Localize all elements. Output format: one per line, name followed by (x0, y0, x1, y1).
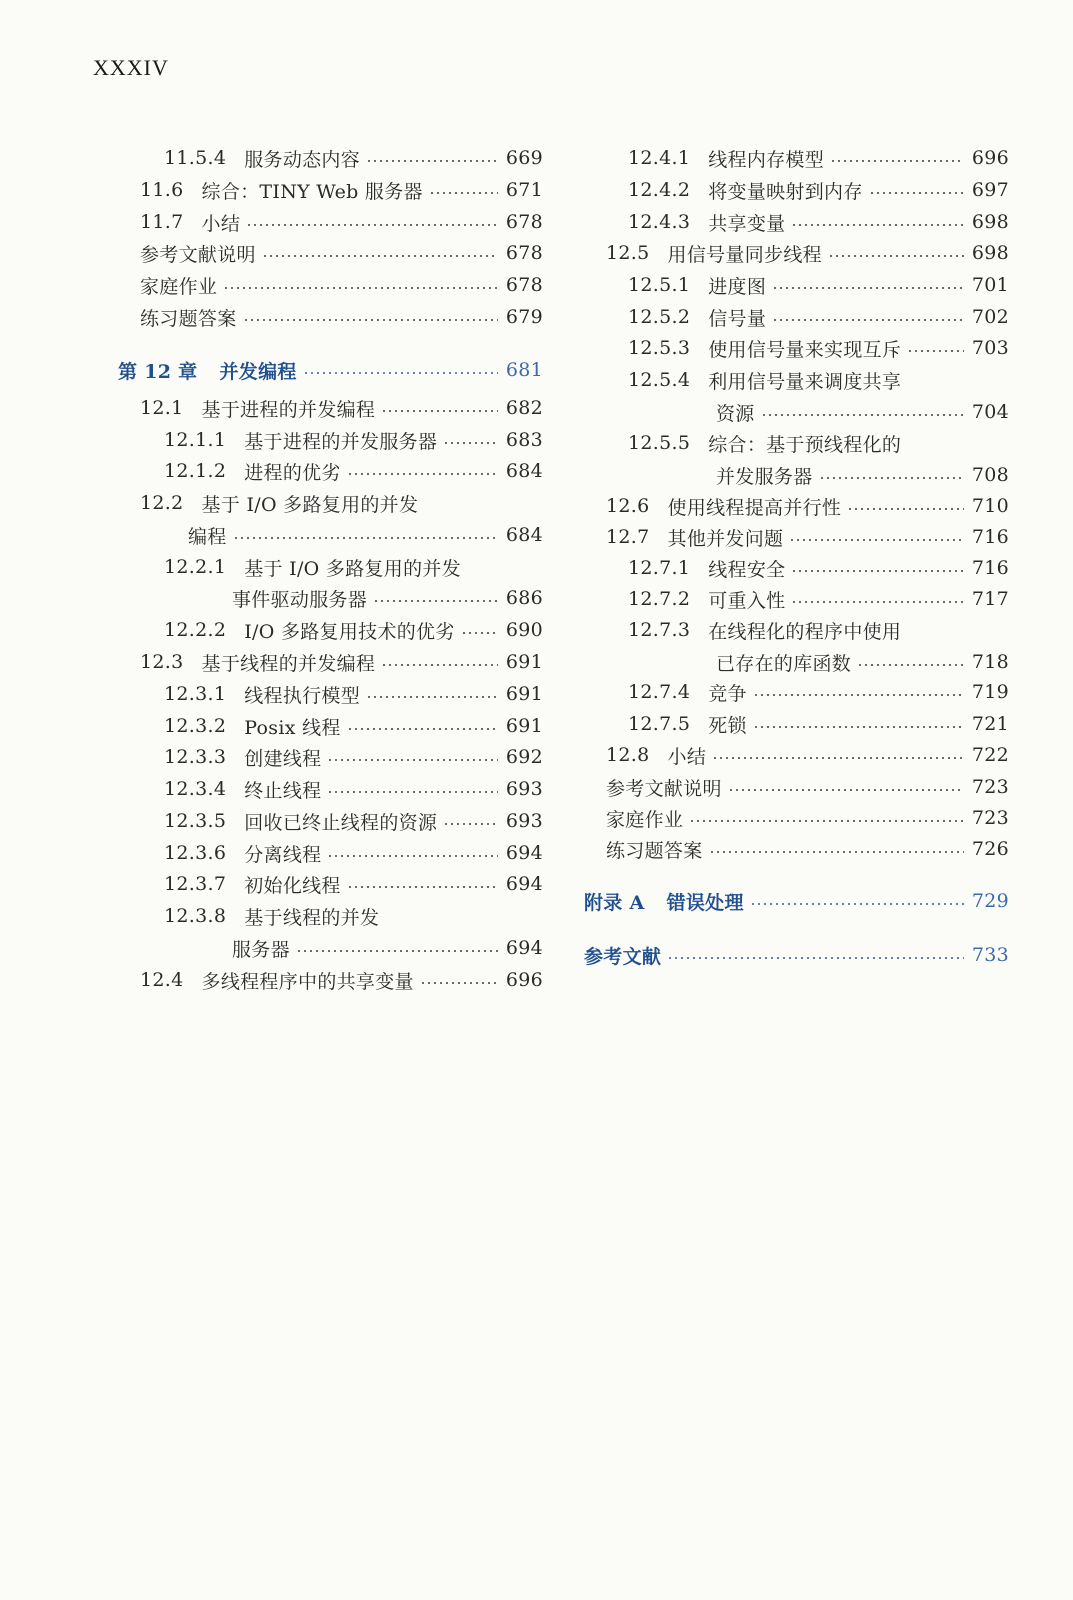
toc-entry-title: 练习题答案 (606, 839, 703, 862)
toc-entry-title: I/O 多路复用技术的优劣 (244, 620, 455, 643)
toc-entry-title: 竞争 (708, 682, 747, 705)
toc-entry-title: 在线程化的程序中使用 (708, 620, 902, 643)
toc-page-number: 691 (505, 715, 543, 737)
dot-leader (712, 757, 964, 759)
toc-entry-title: 多线程程序中的共享变量 (201, 970, 414, 993)
toc-page-number: 703 (971, 337, 1009, 359)
toc-entry-title: 基于进程的并发编程 (201, 398, 376, 421)
toc-entry (628, 553, 1009, 583)
toc-section-number: 12.3 (140, 651, 184, 673)
toc-entry (140, 302, 543, 332)
toc-page-number: 684 (505, 524, 543, 546)
toc-entry (140, 488, 543, 518)
toc-entry (140, 175, 543, 205)
toc-page-number: 681 (505, 359, 543, 381)
dot-leader (327, 791, 497, 793)
dot-leader (246, 224, 498, 226)
dot-leader (750, 903, 964, 905)
toc-entry (140, 965, 543, 995)
toc-entry-title: 可重入性 (708, 589, 786, 612)
toc-entry (164, 456, 543, 486)
toc-entry (140, 238, 543, 268)
toc-entry-title: 资源 (716, 402, 755, 425)
toc-page-number: 701 (971, 274, 1009, 296)
page-folio: XXXIV (93, 55, 169, 80)
toc-entry (140, 647, 543, 677)
toc-entry (140, 270, 543, 300)
toc-section-number: 12.3.3 (164, 746, 227, 768)
toc-entry-title: 服务动态内容 (244, 148, 361, 171)
toc-page-number: 729 (971, 890, 1009, 912)
toc-entry (628, 333, 1009, 363)
toc-entry-title: 使用线程提高并行性 (667, 496, 842, 519)
toc-page-number: 733 (971, 944, 1009, 966)
toc-entry-title: 共享变量 (708, 212, 786, 235)
toc-section-number: 12.7.1 (628, 557, 691, 579)
toc-section-number: 12.2.1 (164, 556, 227, 578)
toc-entry (164, 143, 543, 173)
toc-page-number: 726 (971, 838, 1009, 860)
toc-entry-title: 小结 (667, 745, 707, 768)
toc-entry-title: 用信号量同步线程 (667, 243, 822, 266)
toc-entry (628, 302, 1009, 332)
toc-section-number: 12.3.2 (164, 715, 227, 737)
toc-page-number: 702 (971, 306, 1009, 328)
toc-entry (628, 143, 1009, 173)
toc-page-number: 710 (971, 495, 1009, 517)
toc-entry-title: 线程执行模型 (244, 684, 361, 707)
toc-entry-title: 基于进程的并发服务器 (244, 430, 438, 453)
toc-section-number: 12.6 (606, 495, 650, 517)
toc-page-number: 704 (971, 401, 1009, 423)
toc-page-number: 693 (505, 778, 543, 800)
dot-leader (296, 950, 498, 952)
toc-page-number: 691 (505, 683, 543, 705)
dot-leader (262, 255, 498, 257)
dot-leader (847, 508, 964, 510)
toc-section-number: 12.4 (140, 969, 184, 991)
dot-leader (772, 319, 964, 321)
toc-entry (164, 742, 543, 772)
dot-leader (373, 600, 498, 602)
toc-entry-title: 回收已终止线程的资源 (244, 811, 438, 834)
toc-page-number: 692 (505, 746, 543, 768)
toc-entry (606, 522, 1009, 552)
toc-entry (164, 774, 543, 804)
dot-leader (233, 537, 498, 539)
toc-entry-title: 基于线程的并发 (244, 906, 380, 929)
toc-page-number: 723 (971, 776, 1009, 798)
toc-entry-title: 家庭作业 (140, 275, 218, 298)
toc-section-number: 12.4.3 (628, 211, 691, 233)
dot-leader (709, 851, 964, 853)
toc-entry (628, 365, 1009, 395)
toc-entry-title: 初始化线程 (244, 874, 341, 897)
toc-entry (164, 806, 543, 836)
toc-entry (628, 428, 1009, 458)
dot-leader (791, 601, 963, 603)
dot-leader (728, 789, 964, 791)
toc-page-number: 716 (971, 557, 1009, 579)
toc-entry-title: 家庭作业 (606, 808, 684, 831)
toc-entry (628, 270, 1009, 300)
toc-entry (606, 772, 1009, 802)
dot-leader (366, 160, 498, 162)
dot-leader (429, 192, 498, 194)
toc-section-number: 12.7.4 (628, 681, 691, 703)
toc-entry (164, 838, 543, 868)
toc-section-number: 12.3.4 (164, 778, 227, 800)
toc-entry (606, 238, 1009, 268)
toc-section-number: 12.8 (606, 744, 650, 766)
toc-entry-title: 死锁 (708, 714, 747, 737)
toc-entry-title: 基于 I/O 多路复用的并发 (201, 493, 419, 516)
toc-page-number: 723 (971, 807, 1009, 829)
toc-entry-title: 并发编程 (219, 360, 297, 383)
toc-entry-title: 信号量 (708, 307, 767, 330)
dot-leader (667, 957, 964, 959)
toc-page-number: 716 (971, 526, 1009, 548)
dot-leader (327, 759, 497, 761)
dot-leader (223, 287, 498, 289)
toc-entry (164, 711, 543, 741)
dot-leader (689, 820, 964, 822)
toc-entry (628, 175, 1009, 205)
toc-entry-title: 终止线程 (244, 779, 322, 802)
toc-entry (628, 677, 1009, 707)
toc-entry-title: 利用信号量来调度共享 (708, 370, 902, 393)
toc-section-number: 12.5.1 (628, 274, 691, 296)
toc-entry-title: 分离线程 (244, 843, 322, 866)
dot-leader (443, 442, 498, 444)
dot-leader (907, 350, 964, 352)
toc-entry-title: 基于线程的并发编程 (201, 652, 376, 675)
toc-section-number: 12.7.3 (628, 619, 691, 641)
toc-page-number: 698 (971, 242, 1009, 264)
toc-section-number: 12.3.8 (164, 905, 227, 927)
toc-section-number: 12.5 (606, 242, 650, 264)
toc-entry-title: 小结 (201, 212, 241, 235)
toc-section-number: 12.7 (606, 526, 650, 548)
dot-leader (761, 414, 964, 416)
toc-entry (606, 740, 1009, 770)
toc-page-number: 693 (505, 810, 543, 832)
toc-section-number: 12.3.7 (164, 873, 227, 895)
toc-entry (164, 425, 543, 455)
toc-entry-title: 使用信号量来实现互斥 (708, 338, 902, 361)
dot-leader (772, 287, 964, 289)
toc-section-number: 12.1 (140, 397, 184, 419)
toc-entry-title: 进度图 (708, 275, 767, 298)
toc-page-number: 694 (505, 842, 543, 864)
toc-page-number: 696 (971, 147, 1009, 169)
toc-section-number: 12.1.2 (164, 460, 227, 482)
toc-section-number: 11.5.4 (164, 147, 227, 169)
toc-entry (164, 552, 543, 582)
toc-page-number: 678 (505, 211, 543, 233)
toc-entry (164, 615, 543, 645)
dot-leader (347, 473, 498, 475)
toc-entry (164, 679, 543, 709)
toc-entry (716, 397, 1009, 427)
toc-entry-title: Posix 线程 (244, 716, 341, 739)
toc-entry (716, 647, 1009, 677)
toc-page-number: 683 (505, 429, 543, 451)
toc-section-number: 11.7 (140, 211, 184, 233)
toc-section-number: 12.5.2 (628, 306, 691, 328)
toc-section-number: 12.4.1 (628, 147, 691, 169)
dot-leader (381, 410, 498, 412)
toc-section-number: 参考文献 (584, 945, 662, 968)
toc-entry-title: 错误处理 (666, 891, 744, 914)
toc-section-number: 12.1.1 (164, 429, 227, 451)
dot-leader (381, 664, 498, 666)
toc-page-number: 697 (971, 179, 1009, 201)
toc-entry-title: 其他并发问题 (667, 527, 784, 550)
toc-entry-title: 参考文献说明 (140, 243, 256, 266)
toc-page-number: 691 (505, 651, 543, 673)
toc-entry (164, 869, 543, 899)
toc-page-number: 722 (971, 744, 1009, 766)
toc-section-number: 12.3.5 (164, 810, 227, 832)
toc-entry (628, 615, 1009, 645)
toc-section-number: 12.3.1 (164, 683, 227, 705)
toc-page-number: 690 (505, 619, 543, 641)
dot-leader (347, 886, 498, 888)
toc-page-number: 694 (505, 873, 543, 895)
toc-page-number: 694 (505, 937, 543, 959)
toc-entry (188, 520, 543, 550)
toc-page-number: 678 (505, 274, 543, 296)
toc-page-number: 717 (971, 588, 1009, 610)
dot-leader (327, 855, 497, 857)
toc-section-number: 12.2.2 (164, 619, 227, 641)
toc-page-number: 679 (505, 306, 543, 328)
toc-entry-title: 进程的优劣 (244, 461, 341, 484)
toc-entry-title: 并发服务器 (716, 465, 813, 488)
dot-leader (869, 192, 964, 194)
toc-entry-title: 创建线程 (244, 747, 322, 770)
toc-section-number: 附录 A (584, 891, 645, 914)
toc-entry-title: 基于 I/O 多路复用的并发 (244, 557, 461, 580)
toc-entry-title: 线程内存模型 (708, 148, 825, 171)
dot-leader (830, 160, 964, 162)
dot-leader (791, 224, 963, 226)
toc-entry (164, 901, 543, 931)
dot-leader (461, 632, 498, 634)
toc-entry (606, 491, 1009, 521)
toc-page-number: 678 (505, 242, 543, 264)
toc-section-number: 12.2 (140, 492, 184, 514)
toc-entry-title: 已存在的库函数 (716, 652, 852, 675)
toc-section-number: 第 12 章 (118, 360, 198, 383)
toc-entry-title: 事件驱动服务器 (232, 588, 368, 611)
dot-leader (828, 255, 964, 257)
toc-page-number: 719 (971, 681, 1009, 703)
toc-entry (232, 933, 543, 963)
toc-page-number: 696 (505, 969, 543, 991)
toc-page-number: 686 (505, 587, 543, 609)
toc-entry (716, 460, 1009, 490)
toc-entry-title: 参考文献说明 (606, 777, 722, 800)
toc-page-number: 698 (971, 211, 1009, 233)
toc-section-number: 11.6 (140, 179, 184, 201)
toc-entry-title: 编程 (188, 525, 227, 548)
dot-leader (857, 664, 964, 666)
toc-entry-title: 线程安全 (708, 558, 786, 581)
toc-page-number: 718 (971, 651, 1009, 673)
toc-chapter-entry (584, 940, 1009, 970)
dot-leader (303, 372, 498, 374)
toc-page-number: 682 (505, 397, 543, 419)
toc-entry-title: 将变量映射到内存 (708, 180, 863, 203)
toc-entry-title: 综合：基于预线程化的 (708, 433, 902, 456)
toc-entry (606, 834, 1009, 864)
toc-section-number: 12.5.4 (628, 369, 691, 391)
dot-leader (753, 694, 964, 696)
toc-section-number: 12.5.5 (628, 432, 691, 454)
toc-page-number: 708 (971, 464, 1009, 486)
toc-chapter-entry (118, 355, 543, 385)
dot-leader (420, 982, 498, 984)
toc-chapter-entry (584, 886, 1009, 916)
dot-leader (443, 823, 498, 825)
toc-entry (628, 584, 1009, 614)
toc-entry (140, 393, 543, 423)
toc-page-number: 671 (505, 179, 543, 201)
dot-leader (753, 726, 964, 728)
dot-leader (791, 570, 963, 572)
toc-entry-title: 练习题答案 (140, 307, 237, 330)
toc-page-number: 669 (505, 147, 543, 169)
toc-section-number: 12.7.2 (628, 588, 691, 610)
dot-leader (243, 319, 498, 321)
toc-section-number: 12.3.6 (164, 842, 227, 864)
toc-entry (140, 207, 543, 237)
toc-entry-title: 服务器 (232, 938, 290, 961)
dot-leader (819, 477, 964, 479)
toc-page-number: 684 (505, 460, 543, 482)
toc-section-number: 12.4.2 (628, 179, 691, 201)
dot-leader (347, 728, 498, 730)
dot-leader (366, 696, 498, 698)
toc-page-number: 721 (971, 713, 1009, 735)
toc-entry (606, 803, 1009, 833)
toc-entry (232, 583, 543, 613)
toc-section-number: 12.7.5 (628, 713, 691, 735)
dot-leader (789, 539, 964, 541)
toc-entry (628, 709, 1009, 739)
toc-entry (628, 207, 1009, 237)
toc-section-number: 12.5.3 (628, 337, 691, 359)
toc-entry-title: 综合：TINY Web 服务器 (201, 180, 423, 203)
